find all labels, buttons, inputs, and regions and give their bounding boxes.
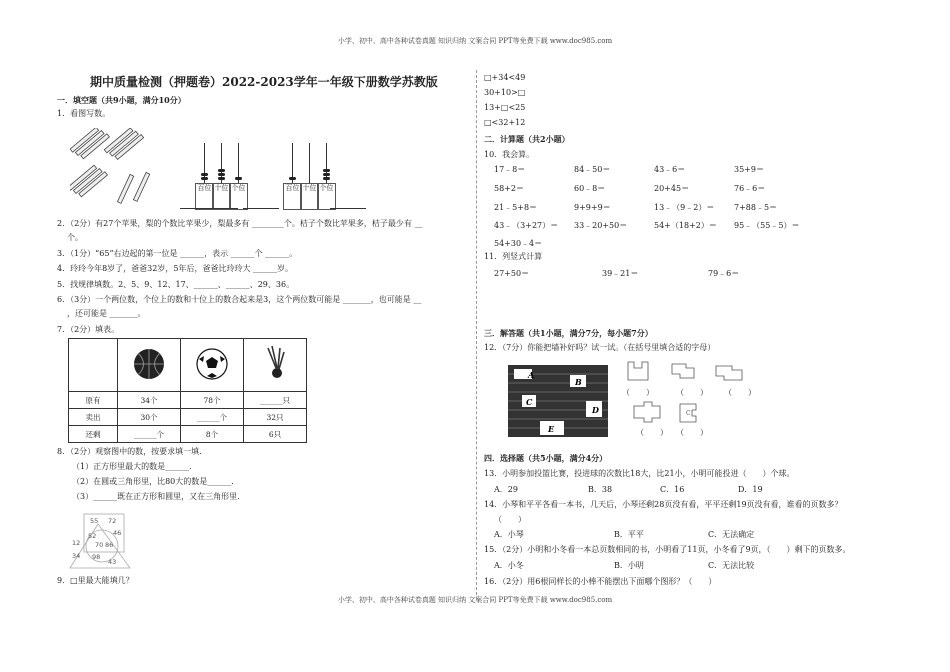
- piece-letter: C: [686, 410, 691, 417]
- calc-item: 43﹣6＝: [654, 165, 686, 174]
- answer-paren[interactable]: （ ）: [724, 388, 756, 397]
- fill-table: [68, 338, 307, 443]
- calc-item: 43﹣（3+27）＝: [494, 221, 559, 230]
- shape-number: 86: [105, 541, 114, 549]
- calc-item: 33﹣20+50＝: [574, 221, 628, 230]
- wall-letter: B: [575, 377, 582, 387]
- row-label: 卖出: [69, 409, 118, 426]
- piece-1: [628, 362, 648, 380]
- question-14: 14．小琴和平平各看一本书，几天后，小琴还剩28页没有看，平平还剩19页没有看，谁看的页数多？: [484, 500, 843, 509]
- section-calculation: 二．计算题（共2小题）: [484, 134, 570, 144]
- document-title: 期中质量检测（押题卷）2022-2023学年一年级下册数学苏教版: [90, 75, 438, 89]
- abacus-1: [195, 143, 250, 213]
- answer-paren[interactable]: （ ）: [676, 388, 708, 397]
- inequality-1: □+34<49: [484, 73, 526, 82]
- bundle-3: [70, 165, 107, 197]
- piece-3: [716, 366, 742, 380]
- abacus-label-ones: 个位: [317, 183, 336, 210]
- vertical-calc: 79﹣6＝: [708, 269, 740, 278]
- abacus-label-tens: 十位: [212, 183, 231, 210]
- calc-item: 76﹣6＝: [734, 184, 766, 193]
- option[interactable]: A．29: [494, 485, 518, 494]
- answer-blank[interactable]: [180, 208, 238, 209]
- bundle-2: [104, 128, 143, 159]
- table-cell: 8个: [181, 426, 244, 443]
- section-answer: 三．解答题（共1小题，满分7分，每小题7分）: [484, 328, 653, 338]
- option[interactable]: C．无法确定: [708, 530, 755, 539]
- soccer-ball-image: [181, 339, 244, 392]
- answer-blank[interactable]: [330, 208, 366, 209]
- question-13: 13．小明参加投篮比赛，投进球的次数比18大，比21小，小明可能投进（ ）个球。: [484, 469, 795, 478]
- question-12: 12．（7分）你能把墙补好吗？试一试。（在括号里填合适的字母）: [484, 343, 716, 352]
- vertical-calc: 27+50＝: [494, 269, 530, 278]
- question-10: 10．我会算。: [484, 150, 535, 159]
- question-8: 8．（2分）观察图中的数，按要求填一填．: [57, 447, 208, 456]
- question-7: 7．（2分）填表。: [57, 325, 120, 334]
- shape-number: 55: [90, 517, 99, 525]
- abacus-label-ones: 个位: [229, 183, 248, 210]
- abacus-label-hundreds: 百位: [283, 183, 302, 210]
- question-16: 16．（2分）用6根同样长的小棒不能摆出下面哪个图形？（ ）: [484, 577, 717, 586]
- inequality-4: □<32+12: [484, 118, 526, 127]
- shape-number: 70: [95, 541, 104, 549]
- single-stick: [117, 174, 133, 203]
- calc-item: 9+9+9＝: [574, 203, 611, 212]
- row-label: 原有: [69, 392, 118, 409]
- abacus-label-hundreds: 百位: [195, 183, 214, 210]
- piece-4: [634, 402, 660, 422]
- shape-number: 72: [108, 517, 117, 525]
- shapes-venn-diagram: [68, 512, 134, 570]
- calc-item: 95﹣（55﹣5）＝: [734, 221, 800, 230]
- option[interactable]: A．小冬: [494, 561, 524, 570]
- question-8-3: （3）______既在正方形和圆里，又在三角形里．: [72, 492, 246, 501]
- shape-number: 46: [113, 529, 122, 537]
- single-stick: [133, 172, 149, 201]
- question-4: 4．玲玲今年8岁了，爸爸32岁，5年后，爸爸比玲玲大 ______岁。: [57, 264, 293, 273]
- calc-item: 7+88﹣5＝: [734, 203, 778, 212]
- section-fill-blank: 一．填空题（共9小题，满分10分）: [57, 95, 186, 105]
- option[interactable]: C．16: [660, 485, 685, 494]
- calc-item: 84﹣50＝: [574, 165, 611, 174]
- brick-wall-image: [508, 365, 608, 437]
- table-cell: 34个: [118, 392, 181, 409]
- table-cell: 6只: [244, 426, 307, 443]
- basketball-image: [118, 339, 181, 392]
- wall-letter: C: [526, 397, 533, 407]
- calc-item: 17﹣8＝: [494, 165, 526, 174]
- table-cell[interactable]: ______只: [244, 392, 307, 409]
- question-2-cont: 个。: [67, 233, 83, 242]
- calc-item: 21﹣5+8＝: [494, 203, 538, 212]
- wall-letter: A: [528, 370, 535, 380]
- shape-number: 34: [72, 552, 81, 560]
- wall-letter: D: [592, 405, 599, 415]
- question-5: 5．找规律填数。2、5、9、12、17、______、______、29、36。: [57, 280, 295, 289]
- sticks-bundles-image: [70, 128, 170, 210]
- answer-blank[interactable]: [243, 208, 279, 209]
- wall-letter: E: [548, 424, 555, 434]
- question-8-1: （1）正方形里最大的数是______．: [72, 462, 198, 471]
- question-15: 15．（2分）小明和小冬看一本总页数相同的书，小明看了11页，小冬看了9页，（ ）剩下的页数多。: [484, 545, 851, 554]
- abacus-label-tens: 十位: [300, 183, 319, 210]
- row-label: 还剩: [69, 426, 118, 443]
- page-footer: 小学、初中、高中各种试卷真题 知识归纳 文案合同 PPT等免费下载 www.doc985.com: [337, 596, 613, 604]
- calc-item: 60﹣8＝: [574, 184, 606, 193]
- table-cell: 32只: [244, 409, 307, 426]
- column-divider: [476, 70, 477, 600]
- inequality-3: 13+□<25: [484, 103, 526, 112]
- wall-pieces: [620, 358, 760, 438]
- table-cell[interactable]: ______个: [181, 409, 244, 426]
- option[interactable]: B．平平: [614, 530, 644, 539]
- question-6-cont: ，还可能是 _______。: [67, 309, 146, 318]
- question-14-paren: （ ）: [494, 515, 526, 524]
- option[interactable]: C．无法比较: [708, 561, 755, 570]
- page-header: 小学、初中、高中各种试卷真题 知识归纳 文案合同 PPT等免费下载 www.doc985.com: [337, 37, 613, 45]
- calc-item: 54+（18+2）＝: [654, 221, 717, 230]
- question-8-2: （2）在圆或三角形里，比80大的数是______．: [72, 477, 240, 486]
- question-6: 6．（3分）一个两位数，个位上的数和十位上的数合起来是3，这个两位数可能是 _______，也可能是 __: [57, 295, 422, 304]
- section-choice: 四．选择题（共5小题，满分4分）: [484, 453, 608, 463]
- calc-item: 35+9＝: [734, 165, 764, 174]
- option[interactable]: A．小琴: [494, 530, 524, 539]
- piece-2: [672, 364, 694, 378]
- answer-paren[interactable]: （ ）: [676, 428, 708, 437]
- shape-number: 52: [88, 532, 97, 540]
- bundle-1: [70, 128, 109, 159]
- calc-item: 13﹣（9﹣2）＝: [654, 203, 715, 212]
- abacus-2: [283, 143, 338, 213]
- vertical-calc: 39﹣21＝: [602, 269, 639, 278]
- shape-number: 43: [108, 558, 117, 566]
- calc-item: 58+2＝: [494, 184, 524, 193]
- calc-item: 20+45＝: [654, 184, 690, 193]
- answer-paren[interactable]: （ ）: [622, 388, 654, 397]
- calc-item: 54+30﹣4＝: [494, 239, 543, 248]
- table-cell: 78个: [181, 392, 244, 409]
- inequality-2: 30+10>□: [484, 88, 526, 97]
- question-1: 1．看图写数。: [57, 109, 111, 118]
- shape-number: 12: [72, 539, 81, 547]
- question-3: 3．（1分）“65”右边起的第一位是 ______，表示 ______个 ______。: [57, 249, 298, 258]
- table-cell: 30个: [118, 409, 181, 426]
- question-9: 9．□里最大能填几？: [57, 576, 134, 585]
- option[interactable]: B．38: [588, 485, 613, 494]
- option[interactable]: D．19: [738, 485, 763, 494]
- shape-number: 98: [92, 553, 101, 561]
- shuttlecock-image: [244, 339, 307, 392]
- table-cell[interactable]: ______个: [118, 426, 181, 443]
- option[interactable]: B．小明: [614, 561, 644, 570]
- question-11: 11．列竖式计算: [484, 252, 543, 261]
- question-2: 2．（2分）有27个苹果，梨的个数比苹果少，梨最多有 ________个。桔子个数比苹果多，桔子最少有 __: [57, 219, 423, 228]
- answer-paren[interactable]: （ ）: [636, 428, 668, 437]
